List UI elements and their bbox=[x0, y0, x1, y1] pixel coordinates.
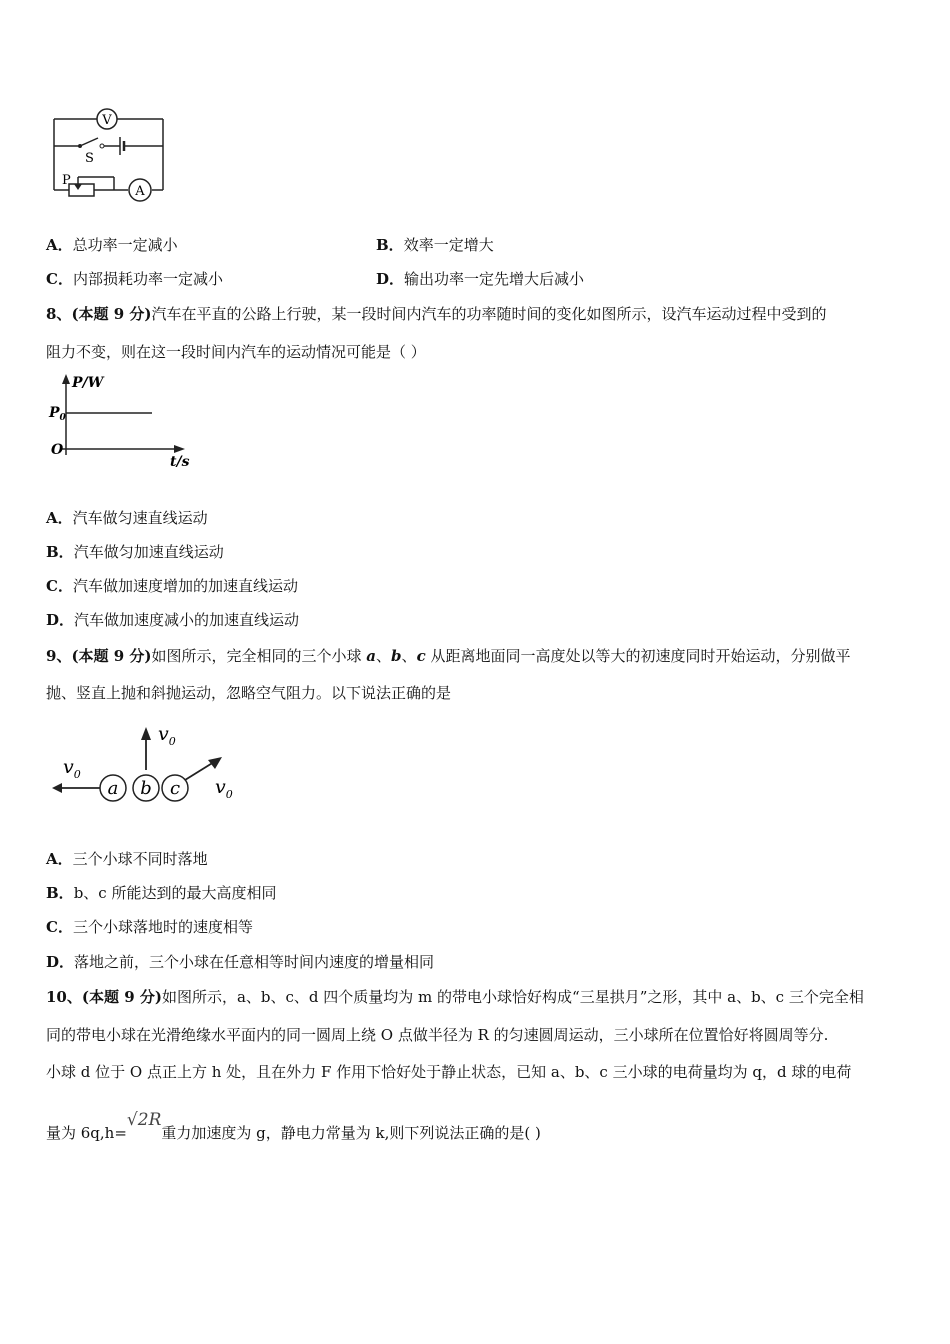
sqrt2-formula: √2R bbox=[126, 1110, 162, 1130]
q8-stem-line1: 8、(本题 9 分)汽车在平直的公路上行驶，某一段时间内汽车的功率随时间的变化如图所示，设汽车运动过程中受到的 bbox=[46, 305, 827, 323]
switch-label: S bbox=[85, 151, 94, 166]
ball-b-label: b bbox=[140, 778, 152, 799]
q8-stem-line2: 阻力不变，则在这一段时间内汽车的运动情况可能是（ ） bbox=[46, 343, 426, 361]
v0-oblique-label: $v_0$ bbox=[215, 776, 233, 801]
q8-option-c: C．汽车做加速度增加的加速直线运动 bbox=[46, 577, 298, 595]
q10-stem-line2: 同的带电小球在光滑绝缘水平面内的同一圆周上绕 O 点做半径为 R 的匀速圆周运动，三小球所在位置恰好将圆周等分. bbox=[46, 1026, 829, 1044]
p0-label: $P_0$ bbox=[49, 405, 66, 423]
q9-option-d: D．落地之前，三个小球在任意相等时间内速度的增量相同 bbox=[46, 953, 435, 971]
q7-option-a: A．总功率一定减小 bbox=[46, 236, 178, 254]
q8-power-time-graph bbox=[40, 370, 200, 470]
ball-a-label: a bbox=[107, 778, 119, 799]
voltmeter-label: V bbox=[102, 113, 112, 128]
q7-circuit-diagram bbox=[40, 100, 180, 210]
rheostat-icon bbox=[69, 184, 94, 196]
slider-label: P bbox=[62, 173, 71, 188]
q8-option-d: D．汽车做加速度减小的加速直线运动 bbox=[46, 611, 300, 629]
q10-stem-line4: 量为 6q,h=√2R重力加速度为 g，静电力常量为 k,则下列说法正确的是( ) bbox=[46, 1110, 541, 1142]
q7-option-c: C．内部损耗功率一定减小 bbox=[46, 270, 223, 288]
q9-option-b: B．b、c 所能达到的最大高度相同 bbox=[46, 884, 277, 902]
q9-balls-figure bbox=[40, 718, 250, 818]
q10-stem-line1: 10、(本题 9 分)如图所示，a、b、c、d 四个质量均为 m 的带电小球恰好构成“三星拱月”之形，其中 a、b、c 三个完全相 bbox=[46, 988, 864, 1006]
q8-option-a: A．汽车做匀速直线运动 bbox=[46, 509, 208, 527]
x-axis-label: t/s bbox=[170, 454, 190, 470]
q8-option-b: B．汽车做匀加速直线运动 bbox=[46, 543, 224, 561]
ammeter-label: A bbox=[135, 184, 145, 199]
origin-label: O bbox=[51, 442, 64, 458]
q9-stem-line2: 抛、竖直上抛和斜抛运动，忽略空气阻力。以下说法正确的是 bbox=[46, 684, 452, 702]
v0-left-label: $v_0$ bbox=[63, 756, 81, 781]
q7-option-b: B．效率一定增大 bbox=[376, 236, 494, 254]
ball-c-label: c bbox=[169, 778, 181, 799]
q9-option-a: A．三个小球不同时落地 bbox=[46, 850, 208, 868]
q9-option-c: C．三个小球落地时的速度相等 bbox=[46, 918, 253, 936]
y-axis-label: P/W bbox=[72, 375, 104, 391]
q10-stem-line3: 小球 d 位于 O 点正上方 h 处，且在外力 F 作用下恰好处于静止状态，已知 a、b、c 三小球的电荷量均为 q，d 球的电荷 bbox=[46, 1063, 852, 1081]
v0-up-label: $v_0$ bbox=[158, 723, 176, 748]
q7-option-d: D．输出功率一定先增大后减小 bbox=[376, 270, 585, 288]
q9-stem-line1: 9、(本题 9 分)如图所示，完全相同的三个小球 a、b、c 从距离地面同一高度处以等大的初速度同时开始运动，分别做平 bbox=[46, 647, 851, 665]
